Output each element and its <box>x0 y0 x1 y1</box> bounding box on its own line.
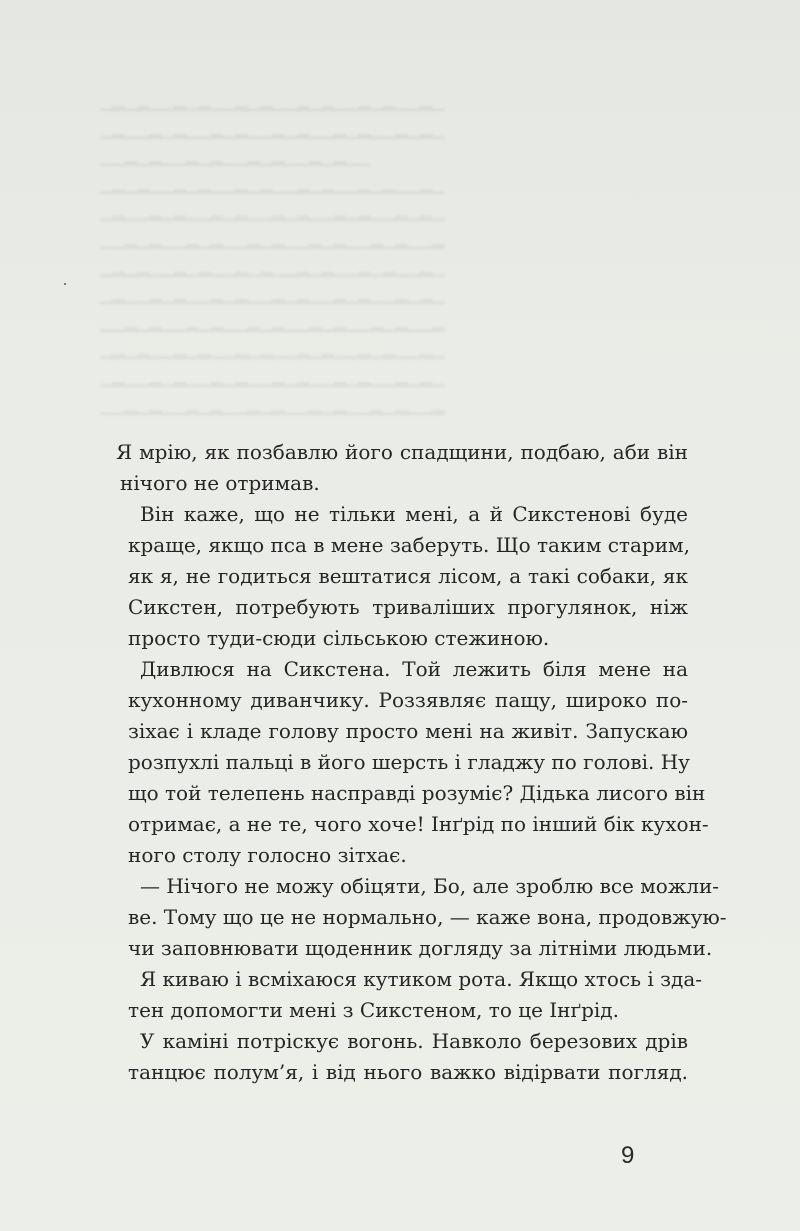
text-line: отримає, а не те, чого хоче! Інґрід по інший бік кухон- <box>128 812 709 836</box>
page-number: 9 <box>621 1142 635 1169</box>
text-line: як я, не годиться вештатися лісом, а такі собаки, як <box>128 564 688 588</box>
paragraph <box>118 499 688 654</box>
paragraph <box>118 654 709 871</box>
text-line: танцює полум’я, і від нього важко відірвати погляд. <box>128 1060 688 1084</box>
text-line: — Нічого не можу обіцяти, Бо, але зроблю все можли- <box>140 874 720 898</box>
text-line: У каміні потріскує вогонь. Навколо березових дрів <box>140 1029 688 1053</box>
text-line: Дивлюся на Сикстена. Той лежить біля мене на <box>140 657 688 681</box>
text-line: Він каже, що не тільки мені, а й Сикстенові буде <box>140 502 688 526</box>
text-line: ве. Тому що це не нормально, — каже вона, продовжую- <box>128 905 727 929</box>
text-line: нічого не отримав. <box>120 471 320 495</box>
text-line: розпухлі пальці в його шерсть і гладжу по голові. Ну <box>128 750 690 774</box>
text-line: краще, якщо пса в мене заберуть. Що таким старим, <box>128 533 690 557</box>
text-line: Сикстен, потребують триваліших прогулянок, ніж <box>128 595 688 619</box>
paper-speck <box>64 283 66 285</box>
text-line: чи заповнювати щоденник догляду за літніми людьми. <box>128 936 713 960</box>
text-line: Я мрію, як позбавлю його спадщини, подбаю, аби він <box>116 440 688 464</box>
text-line: ного столу голосно зітхає. <box>128 843 407 867</box>
show-through-text: ▁▂▁▂▁▁▂▁▂▁▁▂▁▂▁▁▂▁▂▁▁▂▁▂▁▁▂▁ ▁▂▁▁▂▁▂▁▁▂▁▂▁▁▂▁▂▁▁▂▁▂▁▁▂▁▂▁ ▁▁▂▁▂▁▁▂▁▂▁▁▂▁▂▁▁▂▁▂▁▁ ▁▂▁▂▁▁▂▁▂▁▁▂▁▂▁▁▂▁▂▁▁▂▁▂▁▁▂▁ ▁▂▁▁▂▁▂▁▁▂▁▂▁▁▂▁▂▁▁▂▁▂▁▁▂▁▂▁ ▁▁▂▁▂▁▁▂▁▂▁▁▂▁▂▁▁▂▁▂▁▁▂▁▂▁▁▂ ▁▂▁▂▁▁▂▁▂▁▁▂▁▂▁▁▂▁▂▁▁▂▁▂▁▁▂▁ ▁▂▁▁▂▁▂▁▁▂▁▂▁▁▂▁▂▁▁▂▁▂▁▁▂▁▂▁ ▁▁▂▁▂▁▁▂▁▂▁▁▂▁▂▁▁▂▁▂▁▁▂▁▂▁▁▂ ▁▂▁▂▁▁▂▁▂▁▁▂▁▂▁▁▂▁▂▁▁▂▁▂▁▁▂▁ ▁▂▁▁▂▁▂▁▁▂▁▂▁▁▂▁▂▁▁▂▁▂▁▁▂▁▂▁ ▁▁▂▁▂▁▁▂▁▂▁▁▂▁▂▁▁▂▁▂▁▁▂▁▂▁▁▂ <box>100 92 445 415</box>
text-line: Я киваю і всміхаюся кутиком рота. Якщо хтось і зда- <box>140 967 703 991</box>
text-line: тен допомогти мені з Сикстеном, то це Інґрід. <box>128 998 619 1022</box>
paragraph <box>118 871 727 964</box>
text-line: зіхає і кладе голову просто мені на живіт. Запускаю <box>128 719 688 743</box>
paragraph <box>118 1026 688 1088</box>
paragraph <box>118 964 703 1026</box>
text-line: просто туди-сюди сільською стежиною. <box>128 626 550 650</box>
text-line: що той телепень насправді розуміє? Дідька лисого він <box>128 781 706 805</box>
paragraph <box>118 437 688 499</box>
body-text <box>116 437 727 1088</box>
text-line: кухонному диванчику. Роззявляє пащу, широко по- <box>128 688 688 712</box>
